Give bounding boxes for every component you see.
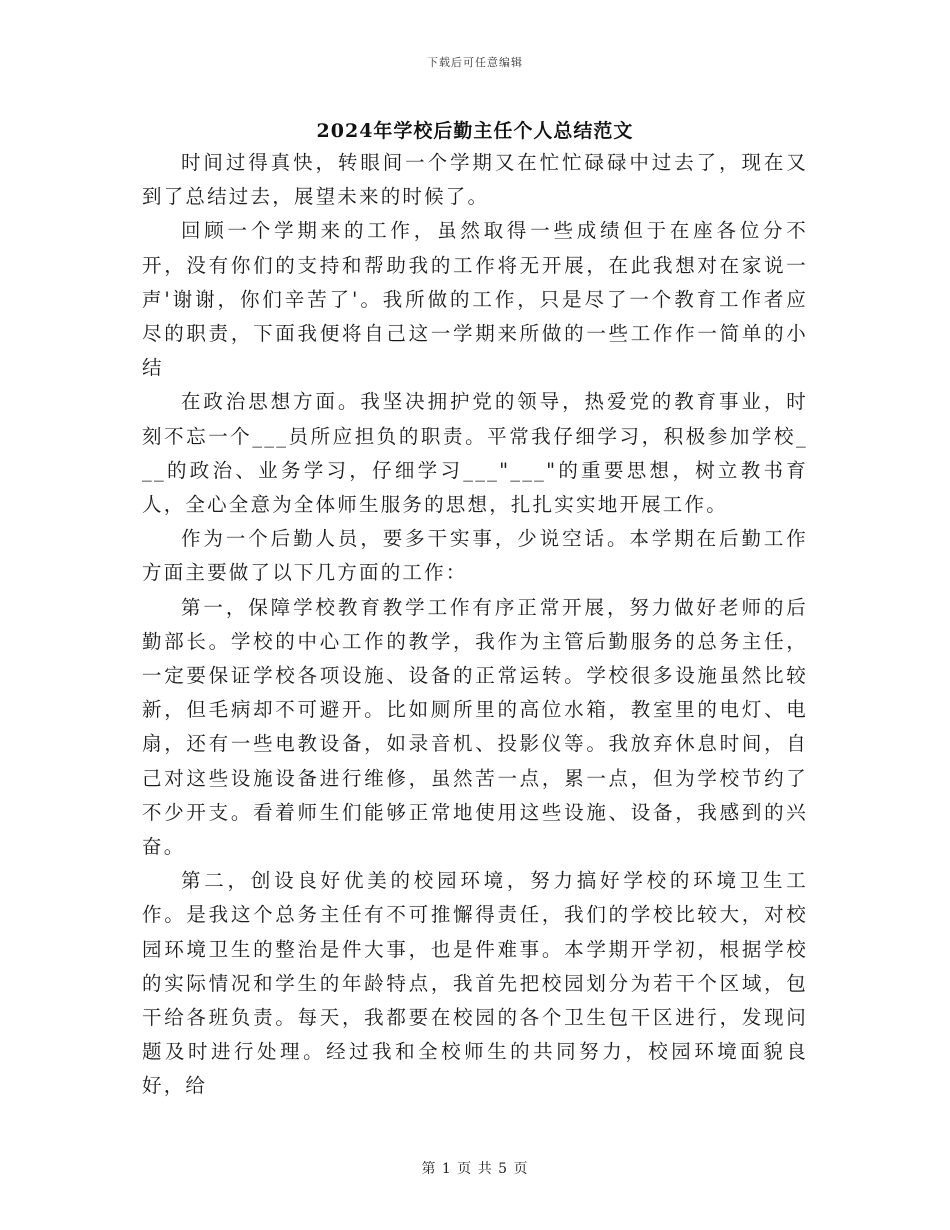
document-body	[142, 146, 808, 1104]
paragraph-intro: 时间过得真快，转眼间一个学期又在忙忙碌碌中过去了，现在又到了总结过去，展望未来的时候了。	[142, 151, 808, 209]
header-note: 下载后可任意编辑	[427, 56, 523, 69]
paragraph-logistics: 作为一个后勤人员，要多干实事，少说空话。本学期在后勤工作方面主要做了以下几方面的工作：	[142, 527, 808, 585]
paragraph-political: 在政治思想方面。我坚决拥护党的领导，热爱党的教育事业，时刻不忘一个___员所应担负的职责。平常我仔细学习，积极参加学校___的政治、业务学习，仔细学习___"___"的重要思想，树立教书育人，全心全意为全体师生服务的思想，扎扎实实地开展工作。	[142, 390, 808, 517]
document-title: 2024年学校后勤主任个人总结范文	[316, 120, 634, 142]
paragraph-first: 第一，保障学校教育教学工作有序正常开展，努力做好老师的后勤部长。学校的中心工作的教学，我作为主管后勤服务的总务主任，一定要保证学校各项设施、设备的正常运转。学校很多设施虽然比较新，但毛病却不可避开。比如厕所里的高位水箱，教室里的电灯、电扇，还有一些电教设备，如录音机、投影仪等。我放弃休息时间，自己对这些设施设备进行维修，虽然苦一点，累一点，但为学校节约了不少开支。看着师生们能够正常地使用这些设施、设备，我感到的兴奋。	[142, 595, 808, 859]
page-number: 第 1 页 共 5 页	[421, 1161, 529, 1177]
paragraph-second: 第二，创设良好优美的校园环境，努力搞好学校的环境卫生工作。是我这个总务主任有不可推懈得责任，我们的学校比较大，对校园环境卫生的整治是件大事，也是件难事。本学期开学初，根据学校的实际情况和学生的年龄特点，我首先把校园划分为若干个区域，包干给各班负责。每天，我都要在校园的各个卫生包干区进行，发现问题及时进行处理。经过我和全校师生的共同努力，校园环境面貌良好，给	[142, 869, 808, 1098]
paragraph-review: 回顾一个学期来的工作，虽然取得一些成绩但于在座各位分不开，没有你们的支持和帮助我的工作将无开展，在此我想对在家说一声'谢谢，你们辛苦了'。我所做的工作，只是尽了一个教育工作者应尽的职责，下面我便将自己这一学期来所做的一些工作作一简单的小结	[142, 219, 808, 380]
